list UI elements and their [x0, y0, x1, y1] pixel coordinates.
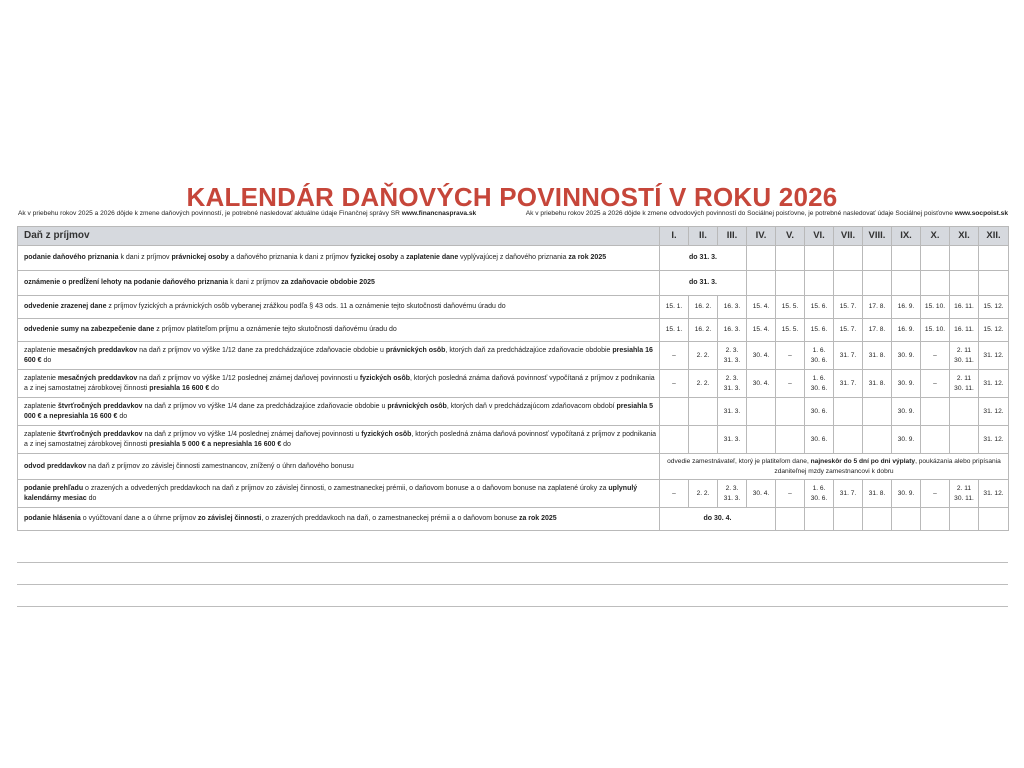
empty-month-cell	[834, 508, 863, 531]
emphasis-text: presiahla 16 600 €	[24, 347, 653, 364]
deadline-date: 30. 11.	[954, 494, 974, 502]
deadline-cell	[950, 342, 979, 370]
deadline-date: 30. 11.	[954, 384, 974, 392]
emphasis-text: za rok 2025	[518, 515, 557, 523]
deadline-cell	[950, 480, 979, 508]
deadline-cell	[950, 426, 979, 454]
deadline-date: –	[788, 351, 792, 359]
obligation-description	[18, 480, 660, 508]
deadline-cell	[921, 426, 950, 454]
deadline-date: 15. 7.	[839, 303, 857, 311]
empty-month-cell	[979, 271, 1009, 296]
deadline-date: 31. 7.	[839, 379, 857, 387]
social-insurance-note	[526, 210, 1008, 217]
obligation-description	[18, 271, 660, 296]
deadline-cell	[863, 342, 892, 370]
deadline-date: 31. 8.	[868, 489, 886, 497]
empty-month-cell	[805, 246, 834, 271]
table-row	[18, 370, 1009, 398]
deadline-cell	[718, 480, 747, 508]
deadline-cell	[660, 319, 689, 342]
deadline-date: 30. 9.	[897, 351, 915, 359]
empty-month-cell	[979, 508, 1009, 531]
obligation-description	[18, 342, 660, 370]
deadline-date: 30. 4.	[752, 351, 770, 359]
obligation-description	[18, 370, 660, 398]
emphasis-text: fyzických osôb	[359, 375, 410, 382]
table-row	[18, 508, 1009, 531]
deadline-cell	[747, 319, 776, 342]
emphasis-text: za zdaňovacie obdobie 2025	[281, 279, 375, 287]
text-segment: na daň z príjmov zo závislej činnosti zamestnancov, znížený o úhrn daňového bonusu	[86, 462, 354, 470]
deadline-date: 31. 12.	[983, 407, 1004, 415]
deadline-date: –	[672, 489, 676, 497]
notes-line	[17, 584, 1008, 585]
deadline-cell	[689, 370, 718, 398]
month-header: IV.	[747, 227, 776, 246]
deadline-date: 15. 12.	[983, 326, 1004, 334]
deadline-cell	[892, 342, 921, 370]
text-segment: do	[117, 412, 128, 420]
deadline-date: 15. 5.	[781, 326, 799, 334]
deadline-cell	[979, 480, 1009, 508]
empty-month-cell	[776, 271, 805, 296]
text-segment: do	[86, 494, 97, 502]
text-segment: zaplatenie	[24, 403, 58, 410]
deadline-cell	[660, 398, 689, 426]
deadline-cell	[834, 426, 863, 454]
deadline-date: 2. 11	[956, 375, 972, 382]
text-segment: z príjmov fyzických a právnických osôb vyberanej zrážkou podľa § 43 ods. 11 a oznámenie tejto skutočnosti daňovému úradu do	[106, 303, 506, 311]
obligation-description	[18, 426, 660, 454]
deadline-cell	[863, 296, 892, 319]
deadline-cell	[950, 398, 979, 426]
text-segment: , ktorých daň v predchádzajúcom zdaňovacom období	[446, 403, 617, 410]
deadline-date: 2. 2.	[696, 351, 710, 359]
deadline-date: 16. 2.	[694, 326, 712, 334]
deadline-cell	[979, 342, 1009, 370]
deadline-cell	[979, 370, 1009, 398]
deadline-cell	[689, 480, 718, 508]
emphasis-text: podanie hlásenia	[24, 515, 81, 523]
emphasis-text: mesačných preddavkov	[57, 347, 138, 354]
empty-month-cell	[950, 271, 979, 296]
text-segment: do	[281, 440, 291, 448]
emphasis-text: presiahla 5 000 € a nepresiahla 16 600 €	[24, 403, 654, 420]
month-header: VI.	[805, 227, 834, 246]
deadline-cell	[863, 480, 892, 508]
deadline-date: 16. 9.	[897, 326, 915, 334]
table-row	[18, 454, 1009, 480]
deadline-date: 2. 11	[956, 347, 972, 354]
deadline-cell	[863, 426, 892, 454]
deadline-date: –	[788, 379, 792, 387]
deadline-date: 1. 6.	[812, 485, 826, 492]
text-segment: k dani z príjmov	[228, 279, 282, 287]
emphasis-text: presiahla 5 000 € a nepresiahla 16 600 €	[149, 440, 282, 448]
month-header: I.	[660, 227, 689, 246]
deadline-cell	[689, 342, 718, 370]
deadline-cell	[805, 296, 834, 319]
deadline-date: –	[788, 489, 792, 497]
emphasis-text: za rok 2025	[568, 254, 607, 262]
empty-month-cell	[805, 508, 834, 531]
text-segment: k dani z príjmov	[118, 254, 172, 262]
deadline-cell	[747, 398, 776, 426]
deadline-date: 31. 3.	[723, 384, 741, 392]
deadline-cell	[805, 342, 834, 370]
deadline-date: –	[933, 379, 937, 387]
deadline-date: –	[933, 489, 937, 497]
empty-month-cell	[863, 246, 892, 271]
emphasis-text: podanie daňového priznania	[24, 254, 119, 262]
deadline-cell	[718, 319, 747, 342]
deadline-cell	[921, 370, 950, 398]
deadline-date: 30. 9.	[897, 435, 915, 443]
deadline-span-cell: do 31. 3.	[660, 271, 747, 296]
emphasis-text: odvedenie sumy na zabezpečenie dane	[24, 326, 155, 334]
empty-month-cell	[776, 508, 805, 531]
deadline-cell	[979, 398, 1009, 426]
empty-month-cell	[892, 508, 921, 531]
text-segment: zaplatenie	[24, 431, 58, 438]
emphasis-text: štvrťročných preddavkov	[57, 431, 143, 438]
deadline-cell	[776, 426, 805, 454]
text-segment: do	[41, 356, 52, 364]
deadline-cell	[689, 398, 718, 426]
deadline-cell	[950, 370, 979, 398]
deadline-date: 1. 6.	[812, 375, 826, 382]
text-segment: vyplývajúcej z daňového priznania	[458, 254, 569, 262]
deadline-date: 2. 3.	[725, 375, 739, 382]
obligation-description	[18, 398, 660, 426]
emphasis-text: oznámenie o predĺžení lehoty na podanie daňového priznania	[24, 279, 229, 287]
deadline-date: 31. 3.	[723, 407, 741, 415]
text-segment: o zrazených a odvedených preddavkoch na daň z príjmov zo závislej činnosti, o zamestnaneckej prémii, o daňovom bonuse a o daňovom bonuse na zaplatené úroky za	[83, 485, 609, 492]
deadline-date: 30. 6.	[810, 384, 828, 392]
deadline-date: 16. 3.	[723, 326, 741, 334]
empty-month-cell	[950, 246, 979, 271]
text-segment: , ktorých posledná známa daňová povinnosť vypočítaná z príjmov z podnikania a z inej samostatnej zárobkovej činnosti	[24, 431, 657, 448]
table-row	[18, 296, 1009, 319]
table-row	[18, 246, 1009, 271]
deadline-date: 15. 5.	[781, 303, 799, 311]
deadline-cell	[921, 398, 950, 426]
empty-month-cell	[834, 271, 863, 296]
deadline-date: 16. 9.	[897, 303, 915, 311]
month-header: V.	[776, 227, 805, 246]
socpoist-link[interactable]: www.socpoist.sk	[954, 210, 1008, 217]
deadline-cell	[718, 398, 747, 426]
emphasis-text: fyzickej osoby	[350, 254, 399, 262]
deadline-cell	[892, 426, 921, 454]
financnasprava-link[interactable]: www.financnasprava.sk	[401, 210, 477, 217]
deadline-date: 15. 10.	[924, 326, 946, 334]
emphasis-text: presiahla 16 600 €	[149, 384, 210, 392]
empty-month-cell	[979, 246, 1009, 271]
deadline-date: 30. 9.	[897, 379, 915, 387]
emphasis-text: právnických osôb	[385, 347, 446, 354]
deadline-cell	[805, 480, 834, 508]
deadline-date: 1. 6.	[812, 347, 826, 354]
deadline-cell	[834, 370, 863, 398]
emphasis-text: najneskôr do 5 dní po dni výplaty	[810, 458, 916, 465]
text-segment: na daň z príjmov vo výške 1/12 dane za predchádzajúce zdaňovacie obdobie u	[137, 347, 386, 354]
deadline-cell	[834, 342, 863, 370]
deadline-cell	[660, 370, 689, 398]
deadline-date: 16. 2.	[694, 303, 712, 311]
deadline-date: 16. 3.	[723, 303, 741, 311]
deadline-date: 15. 4.	[752, 326, 770, 334]
deadline-date: 31. 12.	[983, 435, 1004, 443]
financial-admin-note	[18, 210, 476, 217]
emphasis-text: odvod preddavkov	[24, 462, 87, 470]
deadline-cell	[805, 370, 834, 398]
deadline-span-cell: do 31. 3.	[660, 246, 747, 271]
deadline-date: 30. 6.	[810, 435, 828, 443]
deadline-date: 2. 2.	[696, 489, 710, 497]
deadline-cell	[718, 296, 747, 319]
obligation-description	[18, 319, 660, 342]
month-header: IX.	[892, 227, 921, 246]
note-text: Ak v priebehu rokov 2025 a 2026 dôjde k zmene odvodových povinností do Sociálnej poisťovne, je potrebné nasledovať údaje Sociálnej poisťovne	[525, 210, 955, 217]
emphasis-text: uplynulý kalendárny mesiac	[24, 485, 638, 502]
deadline-cell	[892, 480, 921, 508]
month-header: II.	[689, 227, 718, 246]
deadline-date: 15. 10.	[924, 303, 946, 311]
deadline-cell	[718, 426, 747, 454]
text-segment: z príjmov platiteľom príjmu a oznámenie tejto skutočnosti daňovému úradu do	[154, 326, 397, 334]
empty-month-cell	[747, 271, 776, 296]
deadline-date: 31. 8.	[868, 379, 886, 387]
text-segment: , ktorých posledná známa daňová povinnosť vypočítaná z príjmov z podnikania a z inej samostatnej zárobkovej činnosti	[24, 375, 655, 392]
deadline-date: 30. 9.	[897, 489, 915, 497]
deadline-date: 30. 6.	[810, 407, 828, 415]
deadline-date: 30. 4.	[752, 379, 770, 387]
text-segment: na daň z príjmov vo výške 1/4 poslednej známej daňovej povinnosti u	[142, 431, 362, 438]
deadline-cell	[689, 296, 718, 319]
deadline-cell	[805, 319, 834, 342]
empty-month-cell	[863, 508, 892, 531]
emphasis-text: podanie prehľadu	[24, 485, 84, 492]
notes-line	[17, 606, 1008, 607]
deadline-date: 30. 9.	[897, 407, 915, 415]
deadline-cell	[950, 319, 979, 342]
deadline-date: 17. 8.	[868, 326, 886, 334]
column-header-tax: Daň z príjmov	[18, 227, 660, 246]
deadline-cell	[776, 370, 805, 398]
deadline-cell	[834, 319, 863, 342]
deadline-date: 30. 11.	[954, 356, 974, 364]
deadline-cell	[776, 398, 805, 426]
empty-month-cell	[776, 246, 805, 271]
deadline-date: 2. 3.	[725, 485, 739, 492]
text-segment: na daň z príjmov vo výške 1/4 dane za predchádzajúce zdaňovacie obdobie u	[142, 403, 388, 410]
empty-month-cell	[921, 246, 950, 271]
deadline-cell	[921, 319, 950, 342]
table-row	[18, 319, 1009, 342]
deadline-cell	[921, 480, 950, 508]
deadline-date: 16. 11.	[954, 303, 974, 311]
month-header: XII.	[979, 227, 1009, 246]
deadline-date: 2. 11	[956, 485, 972, 492]
empty-month-cell	[805, 271, 834, 296]
text-segment: o vyúčtovaní dane a o úhrne príjmov	[80, 515, 198, 523]
deadline-date: 31. 3.	[723, 435, 741, 443]
deadline-cell	[776, 342, 805, 370]
deadline-date: 2. 2.	[696, 379, 710, 387]
text-segment: zaplatenie	[24, 375, 58, 382]
deadline-date: –	[672, 351, 676, 359]
emphasis-text: fyzických osôb	[361, 431, 412, 438]
table-row	[18, 271, 1009, 296]
header-row	[18, 227, 1009, 246]
emphasis-text: zaplatenie dane	[406, 254, 459, 262]
deadline-cell	[689, 426, 718, 454]
deadline-date: –	[672, 379, 676, 387]
deadline-cell	[892, 296, 921, 319]
empty-month-cell	[892, 271, 921, 296]
table-row	[18, 480, 1009, 508]
deadline-cell	[805, 426, 834, 454]
deadline-date: 30. 6.	[810, 494, 828, 502]
deadline-cell	[660, 296, 689, 319]
deadline-cell	[863, 398, 892, 426]
deadline-date: 30. 4.	[752, 489, 770, 497]
deadline-cell	[747, 296, 776, 319]
month-header: X.	[921, 227, 950, 246]
table-row	[18, 342, 1009, 370]
deadline-date: 15. 6.	[810, 326, 828, 334]
deadline-date: 31. 12.	[983, 351, 1004, 359]
deadline-date: 2. 3.	[725, 347, 739, 354]
deadline-date: 15. 7.	[839, 326, 857, 334]
empty-month-cell	[747, 246, 776, 271]
deadline-date: 31. 3.	[723, 356, 741, 364]
emphasis-text: zo závislej činnosti	[197, 515, 262, 523]
month-header: VIII.	[863, 227, 892, 246]
deadline-date: 15. 4.	[752, 303, 770, 311]
empty-month-cell	[950, 508, 979, 531]
emphasis-text: štvrťročných preddavkov	[57, 403, 143, 410]
empty-month-cell	[921, 271, 950, 296]
text-segment: na daň z príjmov vo výške 1/12 poslednej známej daňovej povinnosti u	[137, 375, 360, 382]
deadline-cell	[834, 398, 863, 426]
deadline-cell	[892, 398, 921, 426]
deadline-date: 15. 12.	[983, 303, 1004, 311]
deadline-cell	[747, 342, 776, 370]
deadline-cell	[979, 296, 1009, 319]
deadline-cell	[950, 296, 979, 319]
deadline-cell	[834, 480, 863, 508]
deadline-span-cell	[660, 454, 1009, 480]
deadline-cell	[805, 398, 834, 426]
obligation-description	[18, 246, 660, 271]
empty-month-cell	[834, 246, 863, 271]
emphasis-text: mesačných preddavkov	[57, 375, 138, 382]
deadline-date: 31. 8.	[868, 351, 886, 359]
deadline-date: 31. 7.	[839, 351, 857, 359]
deadline-cell	[747, 426, 776, 454]
deadline-cell	[718, 370, 747, 398]
deadline-cell	[776, 480, 805, 508]
table-row	[18, 398, 1009, 426]
deadline-cell	[921, 342, 950, 370]
month-header: XI.	[950, 227, 979, 246]
text-segment: , ktorých daň za predchádzajúce zdaňovacie obdobie	[445, 347, 613, 354]
deadline-date: 31. 7.	[839, 489, 857, 497]
deadline-cell	[776, 296, 805, 319]
text-segment: , o zrazených preddavkoch na daň, o zamestnaneckej prémii a o daňovom bonuse	[261, 515, 519, 523]
deadline-date: –	[933, 351, 937, 359]
deadline-date: 15. 6.	[810, 303, 828, 311]
text-segment: do	[209, 384, 219, 392]
empty-month-cell	[892, 246, 921, 271]
text-segment: a daňového priznania k dani z príjmov	[228, 254, 351, 262]
deadline-cell	[660, 480, 689, 508]
month-header: VII.	[834, 227, 863, 246]
deadline-date: 15. 1.	[665, 303, 683, 311]
emphasis-text: odvedenie zrazenej dane	[24, 303, 107, 311]
obligation-description	[18, 508, 660, 531]
deadline-cell	[979, 319, 1009, 342]
deadline-date: 30. 6.	[810, 356, 828, 364]
deadline-cell	[776, 319, 805, 342]
empty-month-cell	[921, 508, 950, 531]
note-text: Ak v priebehu rokov 2025 a 2026 dôjde k zmene daňových povinností, je potrebné nasledovať aktuálne údaje Finančnej správy SR	[18, 210, 402, 217]
emphasis-text: právnických osôb	[387, 403, 447, 410]
deadline-date: 16. 11.	[954, 326, 974, 334]
deadline-date: 15. 1.	[665, 326, 683, 334]
tax-calendar-table	[17, 226, 1009, 531]
deadline-date: 31. 3.	[723, 494, 741, 502]
text-segment: zaplatenie	[24, 347, 58, 354]
deadline-cell	[718, 342, 747, 370]
deadline-cell	[660, 342, 689, 370]
text-segment: , poukázania alebo pripísania zdaniteľnej mzdy zamestnancovi k dobru	[774, 458, 1001, 475]
deadline-cell	[863, 319, 892, 342]
notes-line	[17, 562, 1008, 563]
page-title: KALENDÁR DAŇOVÝCH POVINNOSTÍ V ROKU 2026	[186, 182, 838, 212]
deadline-cell	[689, 319, 718, 342]
deadline-cell	[747, 370, 776, 398]
deadline-cell	[863, 370, 892, 398]
deadline-cell	[747, 480, 776, 508]
deadline-date: 17. 8.	[868, 303, 886, 311]
deadline-span-cell: do 30. 4.	[660, 508, 776, 531]
table-row	[18, 426, 1009, 454]
text-segment: odvedie zamestnávateľ, ktorý je platiteľom dane,	[667, 458, 811, 465]
deadline-cell	[921, 296, 950, 319]
deadline-cell	[660, 426, 689, 454]
deadline-date: 31. 12.	[983, 489, 1004, 497]
obligation-description	[18, 296, 660, 319]
deadline-cell	[892, 319, 921, 342]
text-segment: a	[398, 254, 407, 262]
obligation-description	[18, 454, 660, 480]
deadline-date: 31. 12.	[983, 379, 1004, 387]
emphasis-text: právnickej osoby	[171, 254, 229, 262]
deadline-cell	[892, 370, 921, 398]
month-header: III.	[718, 227, 747, 246]
deadline-cell	[979, 426, 1009, 454]
deadline-cell	[834, 296, 863, 319]
empty-month-cell	[863, 271, 892, 296]
